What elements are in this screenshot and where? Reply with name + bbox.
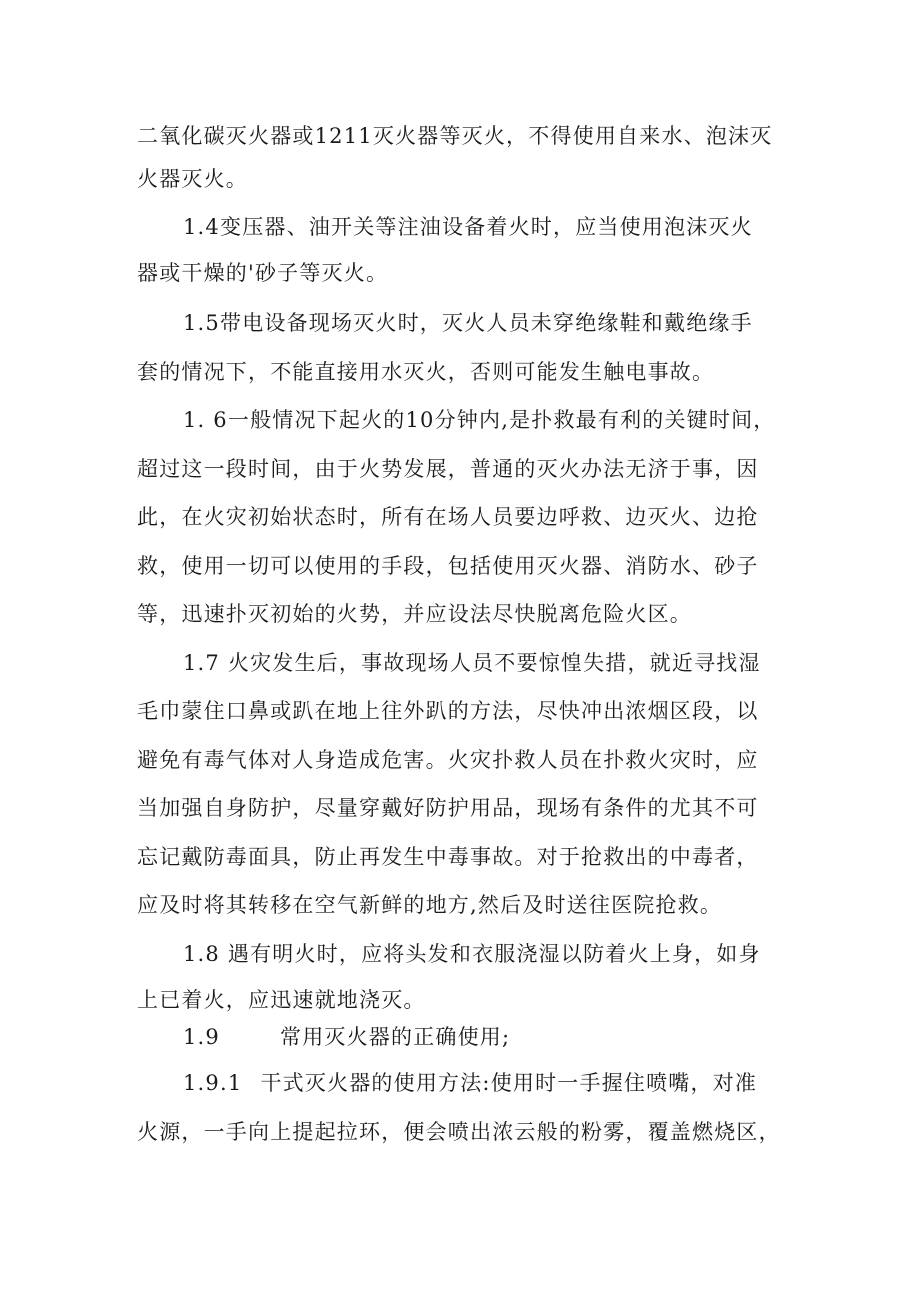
- text-line-9: 此，在火灾初始状态时，所有在场人员要边呼救、边灭火、边抢: [137, 505, 759, 529]
- text-line-12: 1.7 火灾发生后，事故现场人员不要惊惶失措，就近寻找湿: [183, 651, 761, 675]
- text-line-13: 毛巾蒙住口鼻或趴在地上往外趴的方法，尽快冲出浓烟区段，以: [137, 699, 759, 723]
- text-line-18: 1.8 遇有明火时，应将头发和衣服浇湿以防着火上身，如身: [183, 942, 761, 966]
- text-line-11: 等，迅速扑灭初始的火势，并应设法尽快脱离危险火区。: [137, 602, 692, 626]
- text-line-19: 上已着火，应迅速就地浇灭。: [137, 988, 426, 1012]
- text-line-14: 避免有毒气体对人身造成危害。火灾扑救人员在扑救火灾时，应: [137, 748, 759, 772]
- subsection-text: 干式灭火器的使用方法:使用时一手握住喷嘴，对准: [260, 1071, 758, 1095]
- text-line-21: [183, 1073, 757, 1094]
- text-line-10: 救，使用一切可以使用的手段，包括使用灭火器、消防水、砂子: [137, 554, 759, 578]
- text-line-8: 超过这一段时间，由于火势发展，普通的灭火办法无济于事，因: [137, 457, 759, 481]
- text-line-5: 1.5带电设备现场灭火时，灭火人员未穿绝缘鞋和戴绝缘手: [183, 311, 753, 335]
- text-line-22: 火源，一手向上提起拉环，便会喷出浓云般的粉雾，覆盖燃烧区，: [137, 1120, 781, 1144]
- subsection-number: 1.9.1: [183, 1071, 243, 1095]
- text-line-15: 当加强自身防护，尽量穿戴好防护用品，现场有条件的尤其不可: [137, 796, 759, 820]
- text-line-20: [183, 1027, 510, 1048]
- text-line-17: 应及时将其转移在空气新鲜的地方,然后及时送往医院抢救。: [137, 893, 723, 917]
- text-line-16: 忘记戴防毒面具，防止再发生中毒事故。对于抢救出的中毒者，: [137, 845, 759, 869]
- text-line-1: 二氧化碳灭火器或1211灭火器等灭火，不得使用自来水、泡沫灭: [137, 124, 773, 148]
- section-text: 常用灭火器的正确使用;: [280, 1025, 511, 1049]
- text-line-2: 火器灭火。: [137, 167, 248, 191]
- section-number: 1.9: [183, 1025, 220, 1049]
- text-line-7: 1. 6一般情况下起火的10分钟内,是扑救最有利的关键时间，: [183, 408, 776, 432]
- text-line-6: 套的情况下，不能直接用水灭火，否则可能发生触电事故。: [137, 360, 715, 384]
- text-line-4: 器或干燥的'砂子等灭火。: [137, 261, 389, 285]
- text-line-3: 1.4变压器、油开关等注油设备着火时，应当使用泡沫灭火: [183, 215, 753, 239]
